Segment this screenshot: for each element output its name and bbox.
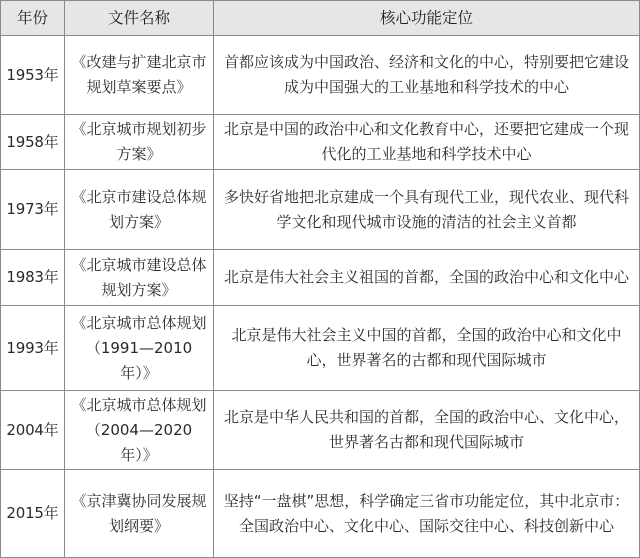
grid-line bbox=[0, 0, 1, 558]
row-2015-function: 坚持“一盘棋”思想，科学确定三省市功能定位，其中北京市：全国政治中心、文化中心、国际交往中心、科技创新中心 bbox=[223, 491, 630, 535]
grid-line bbox=[0, 390, 640, 391]
grid-line bbox=[0, 169, 640, 170]
row-1973-function: 多快好省地把北京建成一个具有现代工业，现代农业、现代科学文化和现代城市设施的清洁的社会主义首都 bbox=[223, 187, 629, 231]
grid-line bbox=[0, 0, 640, 1]
grid-line bbox=[213, 0, 214, 558]
row-1983-function: 北京是伟大社会主义祖国的首都，全国的政治中心和文化中心 bbox=[223, 268, 629, 286]
row-2015-document: 《京津冀协同发展规划纲要》 bbox=[71, 491, 207, 535]
row-1993-year: 1993年 bbox=[6, 338, 59, 357]
row-2004-year: 2004年 bbox=[6, 420, 59, 439]
row-2015-year: 2015年 bbox=[6, 504, 59, 522]
grid-line bbox=[64, 0, 65, 558]
header-year: 年份 bbox=[1, 1, 64, 35]
grid-line bbox=[0, 249, 640, 250]
row-1953-function: 首都应该成为中国政治、经济和文化的中心，特别要把它建设成为中国强大的工业基地和科学技术的中心 bbox=[223, 53, 629, 96]
header-function: 核心功能定位 bbox=[214, 1, 639, 35]
grid-line bbox=[0, 35, 640, 36]
row-1953-document: 《改建与扩建北京市规划草案要点》 bbox=[71, 53, 207, 96]
header-document: 文件名称 bbox=[65, 1, 213, 35]
row-1958-year: 1958年 bbox=[6, 132, 59, 151]
grid-line bbox=[0, 305, 640, 306]
row-1993-function: 北京是伟大社会主义中国的首都，全国的政治中心和文化中心，世界著名的古都和现代国际城市 bbox=[231, 326, 622, 369]
row-1973-year: 1973年 bbox=[6, 200, 59, 218]
row-2004-document: 《北京城市总体规划（2004—2020年）》 bbox=[71, 395, 207, 464]
row-1958-document: 《北京城市规划初步方案》 bbox=[71, 120, 207, 163]
row-1993-document: 《北京城市总体规划（1991—2010年）》 bbox=[71, 313, 207, 382]
grid-line bbox=[0, 469, 640, 470]
row-1973-document: 《北京市建设总体规划方案》 bbox=[71, 187, 207, 231]
row-1958-function: 北京是中国的政治中心和文化教育中心，还要把它建成一个现代化的工业基地和科学技术中心 bbox=[223, 120, 629, 163]
row-1983-document: 《北京城市建设总体规划方案》 bbox=[71, 255, 207, 299]
row-2004-function: 北京是中华人民共和国的首都，全国的政治中心、文化中心，世界著名古都和现代国际城市 bbox=[223, 408, 629, 451]
grid-line bbox=[0, 114, 640, 115]
row-1953-year: 1953年 bbox=[6, 65, 59, 84]
row-1983-year: 1983年 bbox=[6, 268, 59, 286]
